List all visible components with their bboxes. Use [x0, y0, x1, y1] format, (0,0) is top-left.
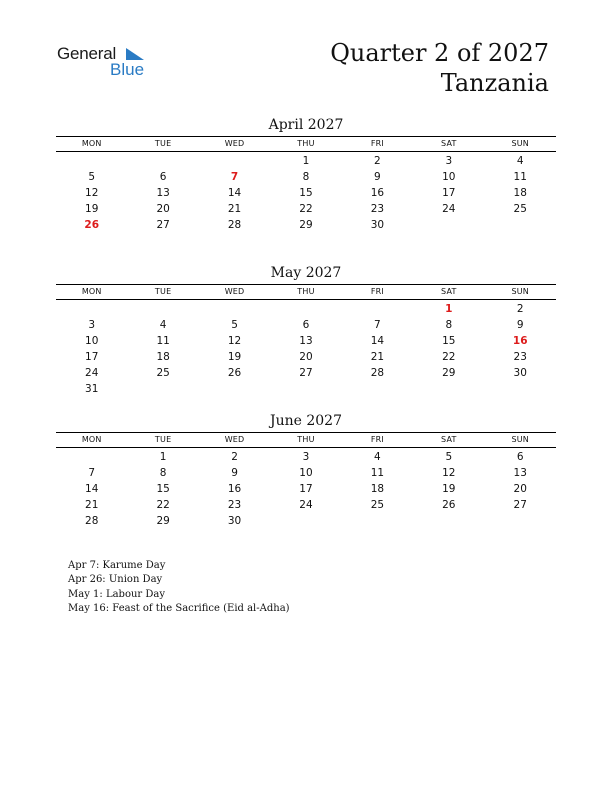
day-cell: 3	[302, 451, 310, 463]
day-cell: 18	[513, 187, 527, 199]
week-row	[56, 497, 556, 513]
day-cell: 27	[513, 499, 527, 511]
week-row	[56, 317, 556, 333]
weekday-header-row	[56, 432, 556, 448]
day-cell: 8	[159, 467, 167, 479]
weekday-label: FRI	[370, 435, 384, 444]
weekday-label: TUE	[154, 435, 172, 444]
week-row	[56, 513, 556, 529]
weekday-label: FRI	[370, 287, 384, 296]
weekday-label: THU	[297, 435, 315, 444]
day-cell: 21	[227, 203, 242, 215]
week-row	[56, 365, 556, 381]
day-cell: 14	[370, 335, 385, 347]
holiday-day-cell: 1	[445, 303, 453, 315]
holiday-note: Apr 7: Karume Day	[68, 560, 166, 571]
day-cell: 13	[156, 187, 170, 199]
day-cell: 20	[156, 203, 170, 215]
week-row	[56, 465, 556, 481]
week-row	[56, 301, 556, 317]
logo-word-blue: Blue	[110, 60, 145, 79]
day-cell: 14	[227, 187, 242, 199]
month-calendar-june	[56, 412, 556, 529]
empty-day-cell	[127, 381, 198, 397]
day-cell: 30	[513, 367, 527, 379]
day-cell: 23	[370, 203, 385, 215]
day-cell: 9	[374, 171, 381, 183]
weekday-label: SAT	[441, 139, 457, 148]
empty-day-cell	[199, 153, 270, 169]
weekday-label: MON	[81, 287, 102, 296]
empty-day-cell	[270, 301, 341, 317]
day-cell: 21	[85, 499, 99, 511]
empty-day-cell	[342, 301, 413, 317]
holiday-notes	[68, 559, 290, 616]
day-cell: 31	[85, 383, 99, 395]
weekday-label: SAT	[441, 435, 457, 444]
empty-day-cell	[127, 301, 198, 317]
day-cell: 7	[374, 319, 381, 331]
day-cell: 12	[85, 187, 99, 199]
day-cell: 30	[370, 219, 385, 231]
weekday-label: WED	[224, 435, 245, 444]
day-cell: 22	[299, 203, 313, 215]
day-cell: 12	[442, 467, 456, 479]
day-cell: 10	[442, 171, 456, 183]
day-cell: 29	[442, 367, 456, 379]
day-cell: 21	[370, 351, 385, 363]
weekday-label: TUE	[154, 287, 172, 296]
day-cell: 12	[227, 335, 242, 347]
day-cell: 28	[85, 515, 99, 527]
day-cell: 18	[370, 483, 385, 495]
day-cell: 11	[156, 335, 170, 347]
day-cell: 4	[374, 451, 381, 463]
week-row	[56, 349, 556, 365]
day-cell: 17	[85, 351, 99, 363]
empty-day-cell	[413, 513, 484, 529]
day-cell: 9	[231, 467, 238, 479]
day-cell: 27	[299, 367, 313, 379]
weekday-label: SUN	[511, 139, 529, 148]
day-cell: 29	[299, 219, 313, 231]
day-cell: 4	[159, 319, 167, 331]
month-calendar-may	[56, 264, 556, 397]
weekday-label: SUN	[511, 287, 529, 296]
day-cell: 22	[442, 351, 456, 363]
weekday-label: MON	[81, 139, 102, 148]
month-title: May 2027	[270, 265, 342, 281]
day-cell: 18	[156, 351, 170, 363]
weekday-header-row	[56, 284, 556, 300]
day-cell: 24	[85, 367, 99, 379]
day-cell: 2	[231, 451, 238, 463]
empty-day-cell	[342, 381, 413, 397]
month-title: April 2027	[268, 117, 344, 133]
day-cell: 25	[513, 203, 527, 215]
day-cell: 19	[442, 483, 456, 495]
day-cell: 30	[227, 515, 242, 527]
holiday-day-cell: 7	[230, 171, 239, 183]
day-cell: 5	[445, 451, 453, 463]
weekday-label: WED	[224, 287, 245, 296]
day-cell: 10	[85, 335, 99, 347]
empty-day-cell	[413, 217, 484, 233]
day-cell: 5	[88, 171, 96, 183]
day-cell: 16	[370, 187, 385, 199]
day-cell: 6	[159, 171, 167, 183]
weekday-label: MON	[81, 435, 102, 444]
day-cell: 13	[299, 335, 313, 347]
weekday-label: THU	[297, 287, 315, 296]
day-cell: 13	[513, 467, 527, 479]
day-cell: 15	[442, 335, 456, 347]
day-cell: 6	[302, 319, 310, 331]
day-cell: 26	[442, 499, 456, 511]
empty-day-cell	[56, 153, 127, 169]
holiday-note: May 1: Labour Day	[68, 588, 165, 600]
generalblue-logo	[57, 44, 157, 84]
empty-day-cell	[485, 217, 556, 233]
day-cell: 24	[299, 499, 313, 511]
weekday-label: WED	[224, 139, 245, 148]
holiday-note: May 16: Feast of the Sacrifice (Eid al-Adha)	[68, 602, 290, 614]
weekday-label: THU	[297, 139, 315, 148]
day-cell: 17	[299, 483, 313, 495]
week-row	[56, 153, 556, 169]
day-cell: 20	[299, 351, 313, 363]
empty-day-cell	[127, 153, 198, 169]
logo-word-general: General	[57, 44, 117, 63]
day-cell: 8	[302, 171, 310, 183]
empty-day-cell	[56, 301, 127, 317]
day-cell: 28	[370, 367, 385, 379]
day-cell: 14	[85, 483, 99, 495]
weekday-label: SAT	[441, 287, 457, 296]
title-quarter: Quarter 2 of 2027	[330, 39, 549, 67]
day-cell: 28	[227, 219, 242, 231]
day-cell: 1	[159, 451, 167, 463]
week-row	[56, 217, 556, 233]
day-cell: 2	[516, 303, 524, 315]
day-cell: 15	[156, 483, 170, 495]
empty-day-cell	[270, 513, 341, 529]
weekday-header-row	[56, 136, 556, 152]
weekday-label: SUN	[511, 435, 529, 444]
day-cell: 19	[85, 203, 99, 215]
day-cell: 26	[227, 367, 242, 379]
day-cell: 17	[442, 187, 456, 199]
day-cell: 7	[88, 467, 96, 479]
day-cell: 11	[370, 467, 385, 479]
empty-day-cell	[485, 513, 556, 529]
day-cell: 23	[513, 351, 527, 363]
week-row	[56, 169, 556, 185]
month-calendar-april	[56, 116, 556, 233]
week-row	[56, 201, 556, 217]
holiday-day-cell: 16	[512, 335, 528, 347]
day-cell: 4	[516, 155, 524, 167]
month-title: June 2027	[269, 413, 342, 429]
day-cell: 25	[156, 367, 170, 379]
day-cell: 9	[516, 319, 524, 331]
week-row	[56, 481, 556, 497]
empty-day-cell	[199, 381, 270, 397]
holiday-day-cell: 26	[84, 219, 100, 231]
page-title	[330, 38, 549, 98]
day-cell: 10	[299, 467, 313, 479]
day-cell: 25	[370, 499, 385, 511]
weekday-label: TUE	[154, 139, 172, 148]
weekday-label: FRI	[370, 139, 384, 148]
week-row	[56, 333, 556, 349]
day-cell: 15	[299, 187, 313, 199]
day-cell: 6	[516, 451, 524, 463]
empty-day-cell	[56, 449, 127, 465]
day-cell: 3	[445, 155, 453, 167]
day-cell: 16	[227, 483, 242, 495]
empty-day-cell	[485, 381, 556, 397]
day-cell: 22	[156, 499, 170, 511]
day-cell: 23	[227, 499, 242, 511]
title-country: Tanzania	[440, 69, 549, 97]
empty-day-cell	[270, 381, 341, 397]
day-cell: 5	[231, 319, 238, 331]
week-row	[56, 381, 556, 397]
empty-day-cell	[413, 381, 484, 397]
day-cell: 11	[513, 171, 527, 183]
day-cell: 1	[302, 155, 310, 167]
day-cell: 8	[445, 319, 453, 331]
holiday-note: Apr 26: Union Day	[68, 574, 163, 586]
day-cell: 24	[442, 203, 456, 215]
day-cell: 2	[374, 155, 381, 167]
day-cell: 27	[156, 219, 170, 231]
empty-day-cell	[199, 301, 270, 317]
day-cell: 19	[227, 351, 242, 363]
empty-day-cell	[342, 513, 413, 529]
week-row	[56, 185, 556, 201]
day-cell: 29	[156, 515, 170, 527]
day-cell: 20	[513, 483, 527, 495]
week-row	[56, 449, 556, 465]
day-cell: 3	[88, 319, 96, 331]
